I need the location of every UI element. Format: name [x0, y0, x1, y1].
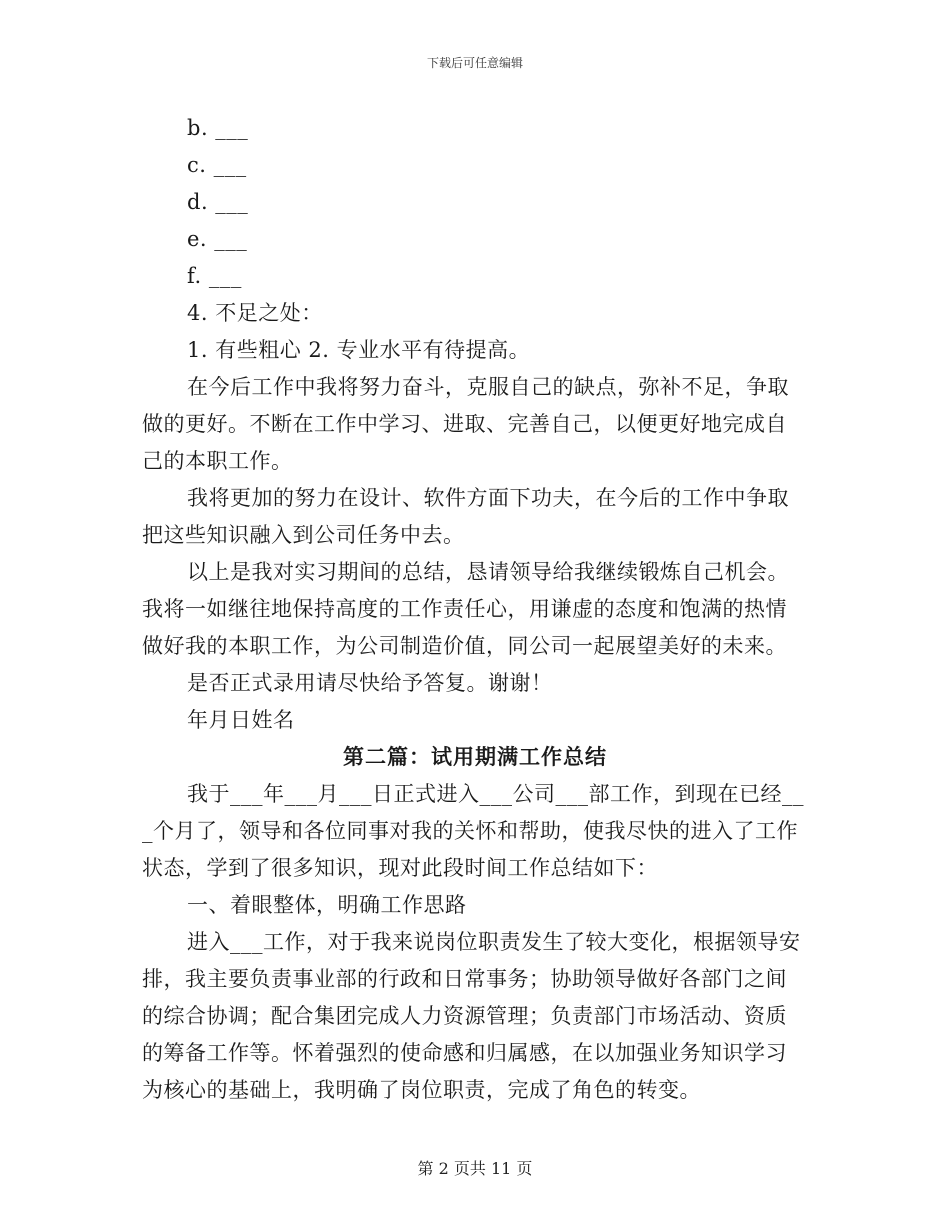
- document-body: [142, 110, 808, 1109]
- page-footer: 第 2 页共 11 页: [417, 1159, 533, 1178]
- list-item-e: e. ___: [187, 227, 248, 251]
- paragraph-line: 做好我的本职工作，为公司制造价值，同公司一起展望美好的未来。: [142, 634, 787, 658]
- paragraph-line: 是否正式录用请尽快给予答复。谢谢！: [187, 671, 553, 695]
- shortcomings-list: 1. 有些粗心 2. 专业水平有待提高。: [187, 338, 531, 362]
- paragraph-line: 在今后工作中我将努力奋斗，克服自己的缺点，弥补不足，争取: [187, 375, 789, 399]
- paragraph-line: 的筹备工作等。怀着强烈的使命感和归属感，在以加强业务知识学习: [142, 1041, 787, 1065]
- list-item-f: f. ___: [187, 264, 242, 288]
- list-item-d: d. ___: [187, 190, 249, 214]
- paragraph-line: 以上是我对实习期间的总结，恳请领导给我继续锻炼自己机会。: [187, 560, 789, 584]
- paragraph-line: _个月了，领导和各位同事对我的关怀和帮助，使我尽快的进入了工作: [142, 819, 798, 843]
- subsection-heading: 一、着眼整体，明确工作思路: [187, 893, 467, 917]
- paragraph-line: 状态，学到了很多知识，现对此段时间工作总结如下：: [142, 856, 658, 880]
- list-item-b: b. ___: [187, 116, 249, 140]
- paragraph-line: 把这些知识融入到公司任务中去。: [142, 523, 465, 547]
- paragraph-line: 的综合协调；配合集团完成人力资源管理；负责部门市场活动、资质: [142, 1004, 787, 1028]
- paragraph-line: 做的更好。不断在工作中学习、进取、完善自己，以便更好地完成自: [142, 412, 787, 436]
- section-title: 第二篇：试用期满工作总结: [343, 745, 607, 769]
- paragraph-line: 排，我主要负责事业部的行政和日常事务；协助领导做好各部门之间: [142, 967, 787, 991]
- paragraph-line: 为核心的基础上，我明确了岗位职责，完成了角色的转变。: [142, 1078, 701, 1102]
- signature-line: 年月日姓名: [187, 708, 295, 732]
- paragraph-line: 己的本职工作。: [142, 449, 293, 473]
- paragraph-line: 我将更加的努力在设计、软件方面下功夫，在今后的工作中争取: [187, 486, 789, 510]
- page-header: 下载后可任意编辑: [426, 56, 523, 70]
- paragraph-line: 我将一如继往地保持高度的工作责任心，用谦虚的态度和饱满的热情: [142, 597, 787, 621]
- section-heading-shortcomings: 4. 不足之处：: [187, 301, 323, 325]
- list-item-c: c. ___: [187, 153, 247, 177]
- paragraph-line: 进入___工作，对于我来说岗位职责发生了较大变化，根据领导安: [187, 930, 801, 954]
- paragraph-line: 我于___年___月___日正式进入___公司___部工作，到现在已经__: [187, 782, 804, 806]
